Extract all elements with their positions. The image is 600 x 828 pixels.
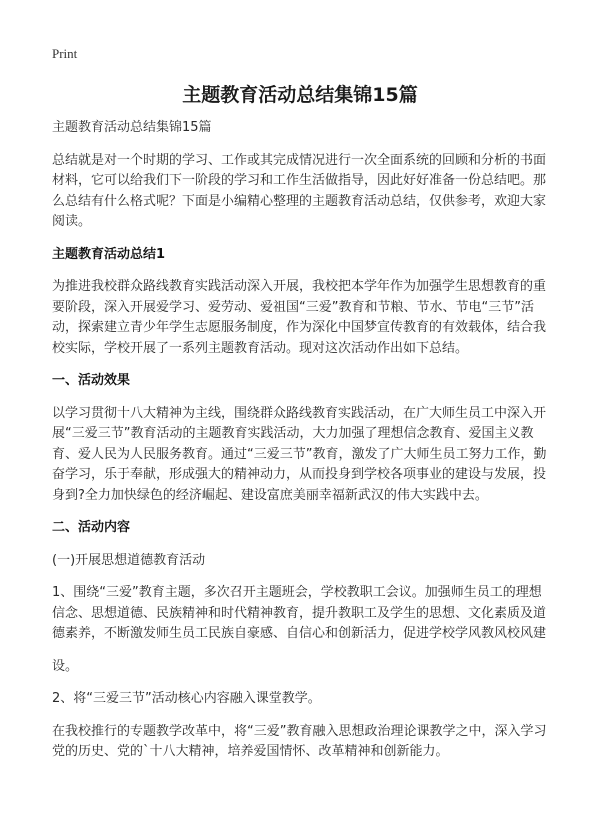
heading-effects: 一、活动效果 bbox=[52, 373, 131, 388]
subheading-moral-education: (一)开展思想道德教育活动 bbox=[52, 552, 206, 568]
document-body bbox=[52, 118, 548, 775]
document-subtitle: 主题教育活动总结集锦15篇 bbox=[52, 120, 212, 135]
section1-paragraph: 为推进我校群众路线教育实践活动深入开展，我校把本学年作为加强学生思想教育的重要阶段，深入开展爱学习、爱劳动、爱祖国“三爱”教育和节粮、节水、节电“三节”活动，探索建立青少年学生志愿服务制度，作为深化中国梦宣传教育的有效载体，结合我校实际，学校开展了一系列主题教育活动。现对这次活动作出如下总结。 bbox=[52, 279, 547, 356]
effects-paragraph: 以学习贯彻十八大精神为主线，围绕群众路线教育实践活动，在广大师生员工中深入开展“三爱三节”教育活动的主题教育实践活动，大力加强了理想信念教育、爱国主义教育、爱人民为人民服务教育。通过“三爱三节”教育，激发了广大师生员工努力工作，勤奋学习，乐于奉献，形成强大的精神动力，从而投身到学校各项事业的建设与发展，投身到?全力加快绿色的经济崛起、建设富庶美丽幸福新武汉的伟大实践中去。 bbox=[52, 405, 547, 503]
section-heading-1: 主题教育活动总结1 bbox=[52, 246, 166, 262]
print-link[interactable]: Print bbox=[52, 46, 78, 61]
item-1-continued: 设。 bbox=[52, 658, 79, 674]
item-2-paragraph: 2、将“三爱三节”活动核心内容融入课堂教学。 bbox=[52, 691, 321, 706]
heading-content: 二、活动内容 bbox=[52, 520, 131, 535]
page-title: 主题教育活动总结集锦15篇 bbox=[182, 84, 418, 106]
item-2-detail: 在我校推行的专题教学改革中，将“三爱”教育融入思想政治理论课教学之中，深入学习党的历史、党的`十八大精神，培养爱国情怀、改革精神和创新能力。 bbox=[52, 723, 547, 759]
item-1-paragraph: 1、围绕“三爱”教育主题，多次召开主题班会，学校教职工会议。加强师生员工的理想信念、思想道德、民族精神和时代精神教育，提升教职工及学生的思想、文化素质及道德素养，不断激发师生员工民族自豪感、自信心和创新活力，促进学校学风教风校风建 bbox=[52, 585, 547, 641]
intro-paragraph: 总结就是对一个时期的学习、工作或其完成情况进行一次全面系统的回顾和分析的书面材料，它可以给我们下一阶段的学习和工作生活做指导，因此好好准备一份总结吧。那么总结有什么格式呢？下面是小编精心整理的主题教育活动总结，仅供参考，欢迎大家阅读。 bbox=[52, 152, 547, 229]
